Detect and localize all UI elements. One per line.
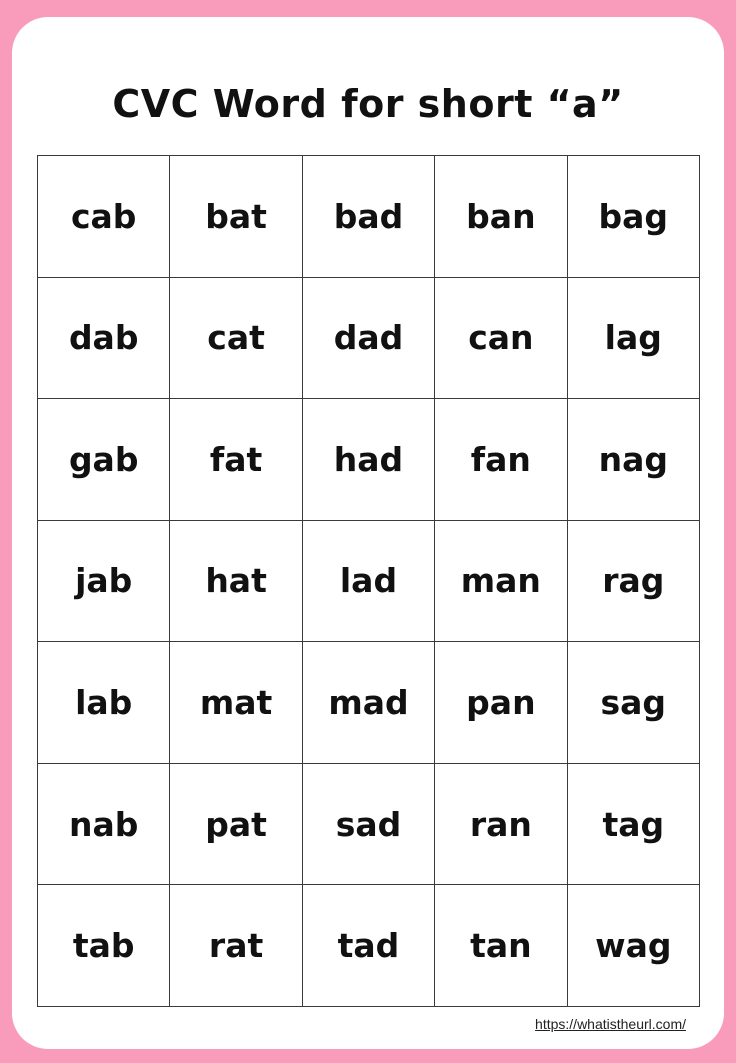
word-cell: can [435, 277, 567, 399]
word-cell: sad [302, 763, 434, 885]
word-cell: tad [302, 885, 434, 1007]
grid-row [38, 642, 700, 764]
word-grid [37, 155, 700, 1007]
grid-row [38, 885, 700, 1007]
word-cell: sag [567, 642, 699, 764]
word-cell: bad [302, 156, 434, 278]
grid-row [38, 156, 700, 278]
word-cell: had [302, 399, 434, 521]
word-cell: ran [435, 763, 567, 885]
word-cell: dad [302, 277, 434, 399]
word-cell: tab [38, 885, 170, 1007]
page-title: CVC Word for short “a” [112, 82, 624, 126]
word-cell: rag [567, 520, 699, 642]
word-cell: mat [170, 642, 302, 764]
word-cell: cat [170, 277, 302, 399]
word-cell: bag [567, 156, 699, 278]
word-cell: mad [302, 642, 434, 764]
grid-row [38, 520, 700, 642]
word-cell: nab [38, 763, 170, 885]
grid-row [38, 399, 700, 521]
word-cell: wag [567, 885, 699, 1007]
word-cell: pat [170, 763, 302, 885]
word-cell: pan [435, 642, 567, 764]
source-link[interactable]: https://whatistheurl.com/ [535, 1016, 686, 1032]
word-cell: lad [302, 520, 434, 642]
word-cell: nag [567, 399, 699, 521]
word-cell: gab [38, 399, 170, 521]
grid-row [38, 277, 700, 399]
word-cell: lag [567, 277, 699, 399]
word-cell: fat [170, 399, 302, 521]
word-cell: rat [170, 885, 302, 1007]
grid-row [38, 763, 700, 885]
word-cell: bat [170, 156, 302, 278]
word-cell: dab [38, 277, 170, 399]
word-cell: fan [435, 399, 567, 521]
word-cell: hat [170, 520, 302, 642]
word-cell: tag [567, 763, 699, 885]
word-cell: ban [435, 156, 567, 278]
word-cell: lab [38, 642, 170, 764]
word-cell: man [435, 520, 567, 642]
word-cell: jab [38, 520, 170, 642]
word-cell: cab [38, 156, 170, 278]
word-cell: tan [435, 885, 567, 1007]
